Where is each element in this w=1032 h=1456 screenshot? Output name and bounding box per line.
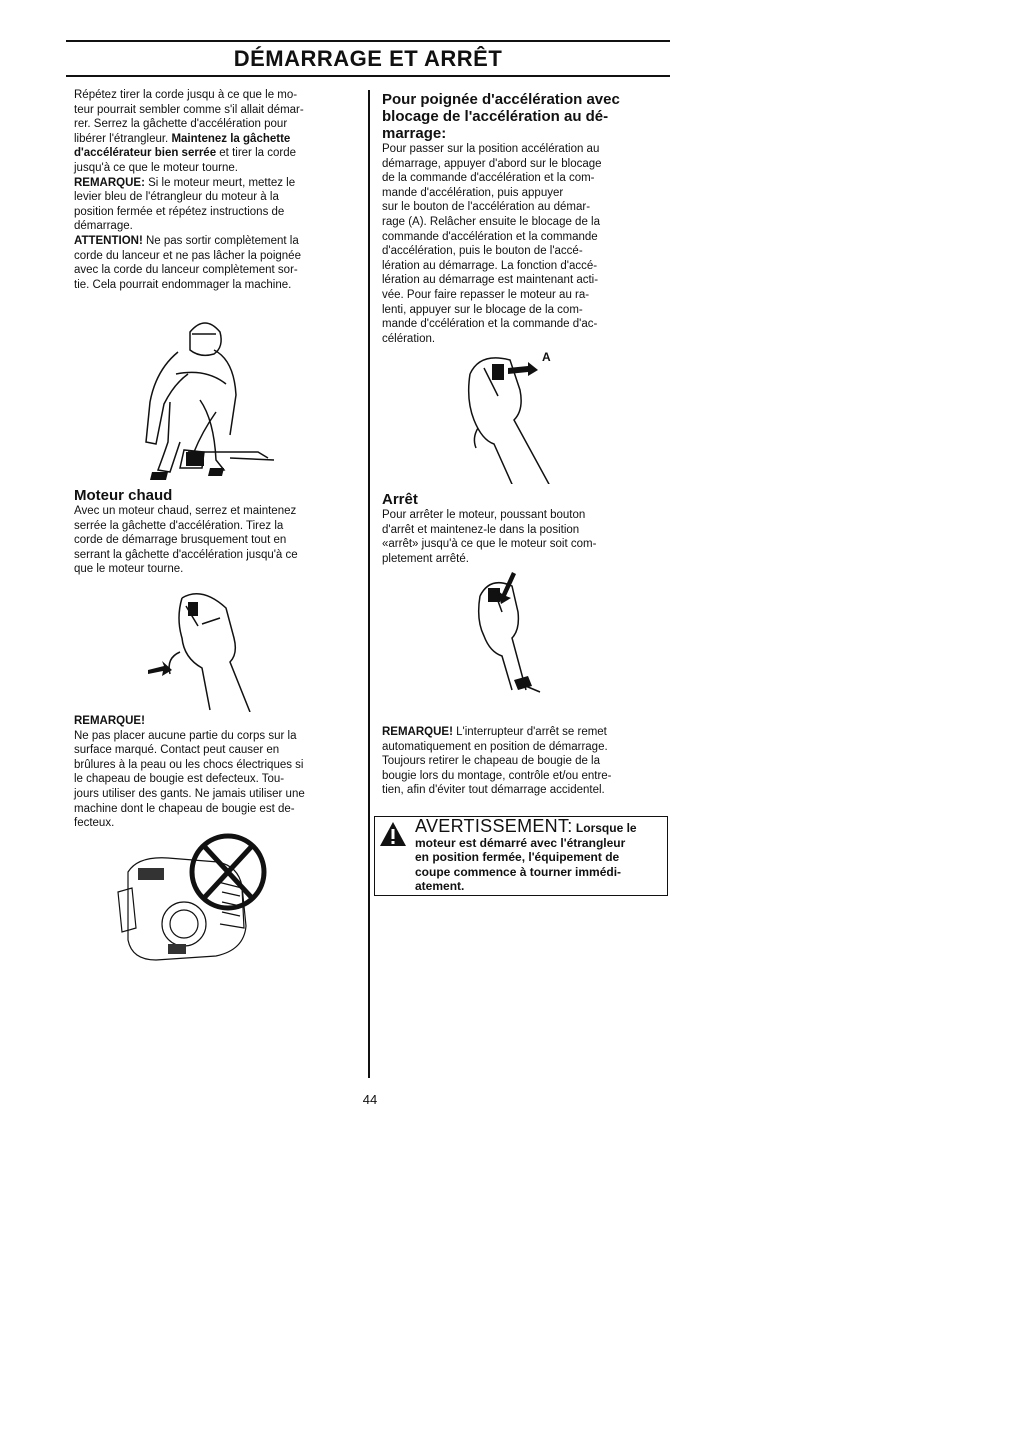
attention-label: ATTENTION! <box>74 234 143 247</box>
remarque-line: position fermée et répétez instructions de <box>74 205 285 218</box>
remarque-text: Si le moteur meurt, mettez le <box>144 176 296 189</box>
remarque-line: automatiquement en position de démarrage. <box>382 740 608 753</box>
remarque-line: jours utiliser des gants. Ne jamais utiliser une <box>74 787 305 800</box>
poignee-line: lenti, appuyer sur le blocage de la com- <box>382 303 583 316</box>
attention-line: avec la corde du lanceur complètement sor- <box>74 264 298 277</box>
attention-text: Ne pas sortir complètement la <box>142 234 299 247</box>
poignee-line: démarrage, appuyer d'abord sur le blocage <box>382 157 602 170</box>
poignee-line: vée. Pour faire repasser le moteur au ra- <box>382 288 590 301</box>
intro-line: rer. Serrez la gâchette d'accélération pour <box>74 118 288 131</box>
moteur-chaud-line: corde de démarrage brusquement tout en <box>74 534 287 547</box>
stop-button-illustration <box>454 572 564 700</box>
intro-line: Répétez tirer la corde jusqu à ce que le mo- <box>74 89 298 101</box>
throttle-handle-illustration <box>140 588 270 712</box>
warning-text-part: Lorsque le <box>572 821 637 835</box>
poignee-line: commande d'accélération et la commande <box>382 230 598 243</box>
intro-bold-text: d'accélérateur bien serrée <box>74 147 217 160</box>
remarque-label: REMARQUE! <box>382 726 453 738</box>
poignee-line: mande d'accélération, puis appuyer <box>382 186 564 199</box>
intro-text: et tirer la corde <box>216 147 296 160</box>
intro-line: teur pourrait sembler comme s'il allait démar- <box>74 103 304 116</box>
remarque-line: le chapeau de bougie est defecteux. Tou- <box>74 773 285 786</box>
remarque-line: tien, afin d'éviter tout démarrage accidentel. <box>382 784 605 797</box>
arret-line: d'arrêt et maintenez-le dans la position <box>382 523 580 536</box>
left-column <box>74 88 360 292</box>
warning-title: AVERTISSEMENT: <box>415 816 573 836</box>
attention-line: tie. Cela pourrait endommager la machine. <box>74 278 292 291</box>
warning-triangle-icon <box>379 821 407 847</box>
poignee-line: de la commande d'accélération et la com- <box>382 172 595 185</box>
intro-line: jusqu'à ce que le moteur tourne. <box>74 161 238 174</box>
moteur-chaud-line: serrant la gâchette d'accélération jusqu'à ce <box>74 548 298 561</box>
remarque-line: machine dont le chapeau de bougie est de- <box>74 802 295 815</box>
moteur-chaud-line: serrée la gâchette d'accélération. Tirez la <box>74 519 284 532</box>
column-divider <box>368 90 370 1078</box>
remarque-line: démarrage. <box>74 220 133 233</box>
handle-button-a-illustration <box>448 344 568 484</box>
handle-button-a-figure <box>448 344 568 484</box>
poignee-line: Pour passer sur la position accélération au <box>382 143 600 155</box>
poignee-line: lération au démarrage est maintenant acti- <box>382 274 599 287</box>
poignee-line: sur le bouton de l'accélération au démar- <box>382 201 591 214</box>
intro-bold-text: Maintenez la gâchette <box>171 132 291 145</box>
top-rule <box>66 40 670 42</box>
poignee-line: rage (A). Relâcher ensuite le blocage de la <box>382 215 600 228</box>
title-underline <box>66 75 670 77</box>
warning-line: atement. <box>415 879 465 893</box>
warning-box <box>374 816 668 896</box>
remarque-line: brûlures à la peau ou les chocs électriques si <box>74 758 304 771</box>
remarque-line: Ne pas placer aucune partie du corps sur la <box>74 729 297 742</box>
intro-line <box>74 146 360 161</box>
figure-label-a: A <box>542 350 551 364</box>
engine-prohibited-illustration <box>108 832 268 974</box>
remarque-label: REMARQUE: <box>74 176 145 189</box>
moteur-chaud-heading: Moteur chaud <box>74 487 173 504</box>
intro-line <box>74 132 360 147</box>
page-number: 44 <box>362 1092 378 1107</box>
remarque-heading: REMARQUE! <box>74 715 145 727</box>
operator-starting-illustration <box>130 312 275 484</box>
remarque-text: L'interrupteur d'arrêt se remet <box>452 726 607 738</box>
moteur-chaud-line: que le moteur tourne. <box>74 563 184 576</box>
poignee-heading: marrage: <box>382 125 447 142</box>
arret-line: pletement arrêté. <box>382 552 469 565</box>
poignee-heading: Pour poignée d'accélération avec <box>382 91 620 108</box>
moteur-chaud-line: Avec un moteur chaud, serrez et maintenez <box>74 505 297 517</box>
moteur-chaud-section <box>74 487 360 577</box>
remarque-line <box>74 176 360 191</box>
arret-section <box>382 491 668 566</box>
remarque-line: Toujours retirer le chapeau de bougie de la <box>382 755 601 768</box>
page-title: DÉMARRAGE ET ARRÊT <box>233 46 503 71</box>
poignee-line: célération. <box>382 332 436 345</box>
attention-line: corde du lanceur et ne pas lâcher la poignée <box>74 249 301 262</box>
right-column <box>382 91 668 346</box>
arret-line: «arrêt» jusqu'à ce que le moteur soit com- <box>382 538 597 551</box>
remarque-section <box>74 714 360 831</box>
warning-line: moteur est démarré avec l'étrangleur <box>415 835 626 850</box>
warning-line: en position fermée, l'équipement de <box>415 850 620 864</box>
poignee-line: mande d'ccélération et la commande d'ac- <box>382 318 598 331</box>
remarque-line: fecteux. <box>74 817 115 830</box>
arret-line: Pour arrêter le moteur, poussant bouton <box>382 509 586 521</box>
remarque-line: bougie lors du montage, contrôle et/ou entre- <box>382 769 612 782</box>
poignee-line: d'accélération, puis le bouton de l'accé- <box>382 245 583 258</box>
remarque-line: surface marqué. Contact peut causer en <box>74 744 280 757</box>
poignee-heading: blocage de l'accélération au dé- <box>382 108 609 125</box>
remarque-interrupteur-section <box>382 725 668 798</box>
remarque-line <box>382 725 668 740</box>
warning-line <box>415 816 661 836</box>
warning-text <box>415 816 661 894</box>
remarque-line: levier bleu de l'étrangleur du moteur à la <box>74 191 279 204</box>
poignee-line: lération au démarrage. La fonction d'accé- <box>382 259 598 272</box>
arret-heading: Arrêt <box>382 491 418 508</box>
attention-line <box>74 234 360 249</box>
intro-text: libérer l'étrangleur. <box>74 132 172 145</box>
warning-line: coupe commence à tourner immédi- <box>415 864 622 879</box>
